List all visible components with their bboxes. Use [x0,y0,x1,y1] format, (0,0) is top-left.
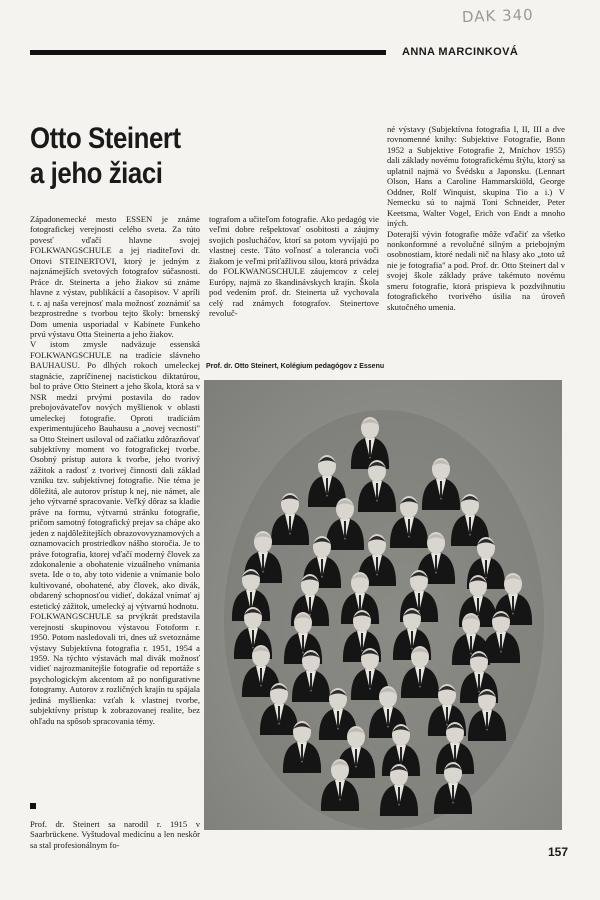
top-rule [30,50,386,55]
column-1-bottom [30,795,200,850]
group-photo [204,380,562,830]
paragraph: FOLKWANGSCHULE sa prvýkrát predstavila verejnosti skupinovou výstavou Fotoform r. 1950. Potom nasledovali tri, dnes už svetoznáme výstavy Subjektívna fotografia r. 1951, 1954 a 1959. Na týchto výstavách mal divák možnosť vidieť najrozmanitejšie fotografie od reportáže s psychologickým akcentom až po nonfigurativne fotogramy. Autorov z rozličných krajín tu spájala jediná myšlienka: vzťah k vlastnej tvorbe, subjektívny prístup k zobrazovanej realite, bez ohľadu na spôsob spracovania témy. [30,611,200,726]
page-number: 157 [548,845,569,859]
pencil-note: DAK 340 [461,5,534,27]
group-photo-illustration [204,380,562,830]
title-line-2: a jeho žiaci [30,157,163,190]
author-name: ANNA MARCINKOVÁ [402,46,519,58]
title-line-1: Otto Steinert [30,122,181,155]
paragraph: Doterajší vývin fotografie môže vďačiť za všetko nonkonformné a revolučné silným a priebojným osobnostiam, ktoré nedali nič na hlasy ako „toto už nie je fotografia" a pod. Prof. dr. Otto Steinert dal v svojej škole základy práve takémuto novému smeru fotografie, ktorá prispieva k pozdvihnutiu fotografického tvorivého úsilia na úroveň skutočného umenia. [387,228,565,312]
paragraph: né výstavy (Subjektívna fotografia I, II, III a dve rovnomenné knihy: Subjektive Fotografie, Bonn 1952 a Subjektive Fotografie 2, Mníchov 1955) dali základy novému fotografickému štýlu, ktorý sa uplatnil najmä vo Švédsku a Japonsku. (Lennart Olson, Hans a Caroline Hammarskiöld, George Oddner, Rolf Winquist, skupina Tio a i.) V Nemecku sú to najmä Toni Schneider, Peter Keetsma, Walter Vogel, Erich von Endt a mnoho iných. [387,124,565,229]
column-3 [387,124,565,312]
photo-caption: Prof. dr. Otto Steinert, Kolégium pedagógov z Essenu [206,363,385,370]
paragraph: V istom zmysle nadväzuje essenská FOLKWANGSCHULE na tradície slávneho BAUHAUSU. Po dlhých rokoch umeleckej stagnácie, zapríčinenej nacistickou diktatúrou, bol to práve Otto Steinert a jeho škola, ktorá sa v NSR medzi prvými postavila do radov prebojovávateľov nových myšlienok v oblasti umeleckej fotografie. Oproti tradíciám experimentujúceho Bauhausu a „novej vecnosti" sa Otto Steinert usiloval od začiatku zdôrazňovať subjektívny moment vo fotografickej tvorbe. Osobný prístup autora k tvorbe, jeho tvorivý zážitok a radosť z tvorivej činnosti dali základ vzniku tzv. subjektívnej fotografie. Nie téma je dôležitá, ale autorov prístup k nej, nie námet, ale jeho výtvarné spracovanie. Veľký dôraz sa kladie práve na formu, výtvarnú stránku fotografie, pričom samotný fotografický prejav sa chápe ako jeden z najdôležitejších obrazovovyznamových a oznamovacích prostriedkov nášho storočia. Je to práve fotografia, ktorej vďačí moderný človek za zdokonalenie a obohatenie vizuálneho vnímania sveta. Ide o to, aby toto videnie a vnímanie bolo kultivované, obohatené, aby človek, ako divák, obdarený schopnosťou vidieť, dokázal vnímať aj estetický zážitok, umelecký aj výtvarnú hodnotu. [30,339,200,611]
column-2 [209,214,379,319]
column-1 [30,214,200,726]
paragraph: Prof. dr. Steinert sa narodil r. 1915 v Saarbrückene. Vyštudoval medicínu a len neskôr sa stal profesionálnym fo- [30,819,200,850]
paragraph: tografom a učiteľom fotografie. Ako pedagóg vie veľmi dobre rešpektovať osobitosti a záujmy svojich poslucháčov, ktorí sa potom vyvíjajú po vlastnej ceste. Táto voľnosť a tolerancia voči žiakom je veľmi príťažlivou silou, ktorá privádza do FOLKWANGSCHULE záujemcov z celej Európy, najmä zo škandinávskych krajín. Škola pod vedením prof. dr. Steinerta už vychovala celý rad známych fotografov. Steinertove revoluč- [209,214,379,319]
section-square-icon [30,803,36,809]
paragraph: Západonemecké mesto ESSEN je známe fotografickej verejnosti celého sveta. Za túto povesť vďačí hlavne svojej FOLKWANGSCHULE a jej riaditeľovi dr. Ottovi STEINERTOVI, ktorý je jedným z najznámejších svetových fotografov súčasnosti. Práce dr. Steinerta a jeho žiakov sú známe hlavne z výstav, publikácií a časopisov. V apríli t. r. aj naša verejnosť mala možnosť zoznámiť sa bezprostredne s tvorbou tejto školy: brnenský Dom umenia usporiadal v Kabinete Funkeho prvú výstavu Otta Steinerta a jeho žiakov. [30,214,200,339]
article-title [30,121,202,191]
